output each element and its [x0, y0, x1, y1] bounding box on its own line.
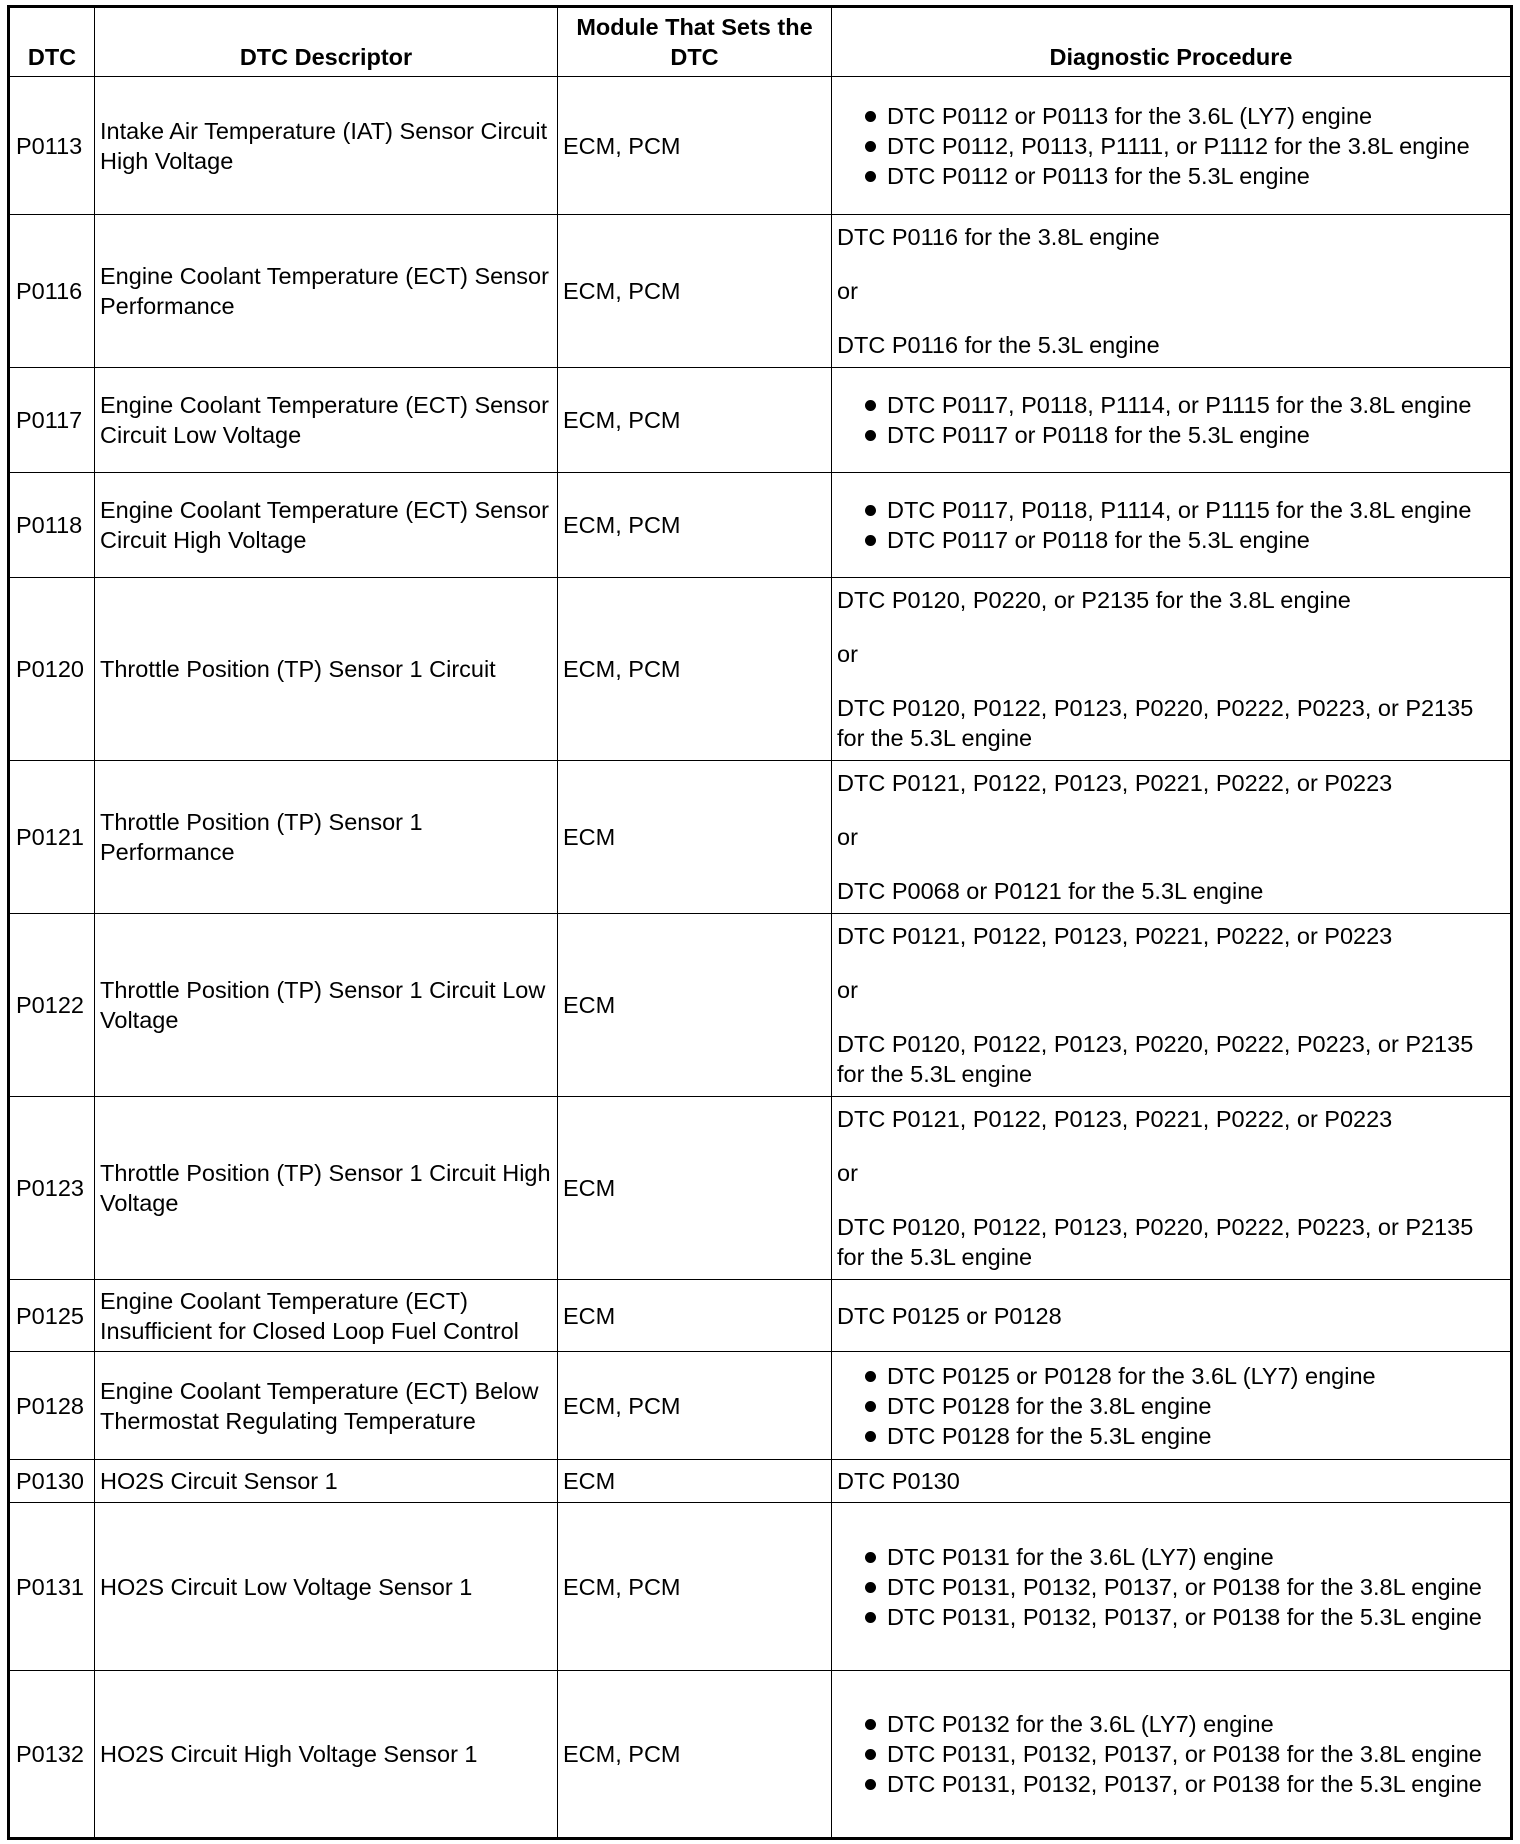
table-row — [9, 473, 1512, 578]
procedure-text — [837, 216, 1505, 366]
procedure-list-item: DTC P0128 for the 3.8L engine — [865, 1391, 1505, 1421]
dtc-descriptor-cell: Throttle Position (TP) Sensor 1 Circuit — [95, 578, 558, 761]
module-cell: ECM — [558, 1280, 832, 1352]
procedure-cell — [832, 473, 1512, 578]
procedure-list-item: DTC P0112 or P0113 for the 5.3L engine — [865, 161, 1505, 191]
dtc-code-cell: P0130 — [9, 1460, 95, 1503]
procedure-cell — [832, 77, 1512, 215]
table-row — [9, 1280, 1512, 1352]
procedure-cell — [832, 914, 1512, 1097]
dtc-descriptor-cell: HO2S Circuit Sensor 1 — [95, 1460, 558, 1503]
procedure-list-item: DTC P0131, P0132, P0137, or P0138 for the 5.3L engine — [865, 1769, 1505, 1799]
procedure-text — [837, 579, 1505, 759]
procedure-list — [837, 99, 1505, 193]
table-row — [9, 1503, 1512, 1671]
header-row — [9, 7, 1512, 77]
procedure-list-item: DTC P0131, P0132, P0137, or P0138 for the 3.8L engine — [865, 1739, 1505, 1769]
procedure-line: DTC P0120, P0220, or P2135 for the 3.8L engine — [837, 587, 1351, 613]
header-procedure: Diagnostic Procedure — [832, 7, 1512, 77]
dtc-descriptor-cell: HO2S Circuit High Voltage Sensor 1 — [95, 1671, 558, 1839]
procedure-list-item: DTC P0131, P0132, P0137, or P0138 for the 3.8L engine — [865, 1572, 1505, 1602]
dtc-descriptor-cell: Engine Coolant Temperature (ECT) Sensor Performance — [95, 215, 558, 368]
procedure-cell — [832, 1671, 1512, 1839]
table-row — [9, 77, 1512, 215]
dtc-code-cell: P0113 — [9, 77, 95, 215]
table-row — [9, 1097, 1512, 1280]
table-row — [9, 368, 1512, 473]
procedure-list-item: DTC P0132 for the 3.6L (LY7) engine — [865, 1709, 1505, 1739]
procedure-text — [837, 1098, 1505, 1278]
header-descriptor: DTC Descriptor — [95, 7, 558, 77]
table-row — [9, 761, 1512, 914]
module-cell: ECM, PCM — [558, 578, 832, 761]
procedure-list-item: DTC P0117, P0118, P1114, or P1115 for the 3.8L engine — [865, 495, 1505, 525]
table-body — [9, 77, 1512, 1839]
table-row — [9, 1460, 1512, 1503]
dtc-code-cell: P0132 — [9, 1671, 95, 1839]
procedure-line: DTC P0116 for the 3.8L engine — [837, 224, 1160, 250]
procedure-line: DTC P0121, P0122, P0123, P0221, P0222, or P0223 — [837, 770, 1393, 796]
procedure-cell — [832, 761, 1512, 914]
dtc-descriptor-cell: Throttle Position (TP) Sensor 1 Performance — [95, 761, 558, 914]
procedure-list-item: DTC P0117, P0118, P1114, or P1115 for the 3.8L engine — [865, 390, 1505, 420]
module-cell: ECM, PCM — [558, 215, 832, 368]
dtc-code-cell: P0131 — [9, 1503, 95, 1671]
procedure-list-item: DTC P0125 or P0128 for the 3.6L (LY7) engine — [865, 1361, 1505, 1391]
procedure-list-item: DTC P0117 or P0118 for the 5.3L engine — [865, 525, 1505, 555]
procedure-cell — [832, 215, 1512, 368]
module-cell: ECM — [558, 761, 832, 914]
procedure-cell — [832, 578, 1512, 761]
module-cell: ECM, PCM — [558, 473, 832, 578]
procedure-cell — [832, 1097, 1512, 1280]
module-cell: ECM — [558, 1097, 832, 1280]
module-cell: ECM, PCM — [558, 368, 832, 473]
procedure-list-item: DTC P0117 or P0118 for the 5.3L engine — [865, 420, 1505, 450]
table-row — [9, 215, 1512, 368]
procedure-or: or — [837, 278, 858, 304]
procedure-list-item: DTC P0128 for the 5.3L engine — [865, 1421, 1505, 1451]
procedure-list-item: DTC P0112 or P0113 for the 3.6L (LY7) engine — [865, 101, 1505, 131]
dtc-code-cell: P0125 — [9, 1280, 95, 1352]
procedure-list-item: DTC P0131, P0132, P0137, or P0138 for the 5.3L engine — [865, 1602, 1505, 1632]
procedure-text — [837, 1295, 1505, 1337]
dtc-descriptor-cell: Engine Coolant Temperature (ECT) Sensor Circuit Low Voltage — [95, 368, 558, 473]
procedure-list — [837, 388, 1505, 452]
procedure-cell — [832, 368, 1512, 473]
procedure-line: DTC P0125 or P0128 — [837, 1302, 1062, 1329]
procedure-line: DTC P0116 for the 5.3L engine — [837, 332, 1160, 358]
procedure-line: DTC P0130 — [837, 1468, 960, 1494]
dtc-descriptor-cell: Engine Coolant Temperature (ECT) Insufficient for Closed Loop Fuel Control — [95, 1280, 558, 1352]
module-cell: ECM — [558, 1460, 832, 1503]
dtc-code-cell: P0116 — [9, 215, 95, 368]
procedure-or: or — [837, 824, 858, 850]
dtc-code-cell: P0122 — [9, 914, 95, 1097]
module-cell: ECM, PCM — [558, 1503, 832, 1671]
procedure-text — [837, 762, 1505, 912]
procedure-list — [837, 1359, 1505, 1453]
table-row — [9, 1352, 1512, 1460]
table-row — [9, 914, 1512, 1097]
procedure-list — [837, 493, 1505, 557]
procedure-list-item: DTC P0112, P0113, P1111, or P1112 for the 3.8L engine — [865, 131, 1505, 161]
procedure-cell — [832, 1352, 1512, 1460]
dtc-descriptor-cell: HO2S Circuit Low Voltage Sensor 1 — [95, 1503, 558, 1671]
procedure-list-item: DTC P0131 for the 3.6L (LY7) engine — [865, 1542, 1505, 1572]
dtc-descriptor-cell: Engine Coolant Temperature (ECT) Sensor Circuit High Voltage — [95, 473, 558, 578]
procedure-cell — [832, 1460, 1512, 1503]
procedure-line: DTC P0121, P0122, P0123, P0221, P0222, or P0223 — [837, 923, 1393, 949]
module-cell: ECM, PCM — [558, 77, 832, 215]
procedure-text — [837, 1460, 1505, 1502]
dtc-descriptor-cell: Intake Air Temperature (IAT) Sensor Circuit High Voltage — [95, 77, 558, 215]
dtc-descriptor-cell: Throttle Position (TP) Sensor 1 Circuit Low Voltage — [95, 914, 558, 1097]
procedure-list — [837, 1707, 1505, 1801]
procedure-or: or — [837, 641, 858, 667]
procedure-text — [837, 915, 1505, 1095]
module-cell: ECM — [558, 914, 832, 1097]
procedure-list — [837, 1540, 1505, 1634]
dtc-code-cell: P0128 — [9, 1352, 95, 1460]
dtc-descriptor-cell: Throttle Position (TP) Sensor 1 Circuit High Voltage — [95, 1097, 558, 1280]
procedure-cell — [832, 1503, 1512, 1671]
dtc-code-cell: P0121 — [9, 761, 95, 914]
procedure-or: or — [837, 977, 858, 1003]
procedure-line: DTC P0120, P0122, P0123, P0220, P0222, P0223, or P2135 for the 5.3L engine — [837, 695, 1474, 751]
dtc-code-cell: P0123 — [9, 1097, 95, 1280]
procedure-cell — [832, 1280, 1512, 1352]
header-module: Module That Sets the DTC — [558, 7, 832, 77]
table-row — [9, 1671, 1512, 1839]
dtc-descriptor-cell: Engine Coolant Temperature (ECT) Below Thermostat Regulating Temperature — [95, 1352, 558, 1460]
module-cell: ECM, PCM — [558, 1671, 832, 1839]
dtc-code-cell: P0118 — [9, 473, 95, 578]
procedure-line: DTC P0068 or P0121 for the 5.3L engine — [837, 878, 1264, 904]
header-dtc: DTC — [9, 7, 95, 77]
dtc-table — [7, 5, 1513, 1840]
table-row — [9, 578, 1512, 761]
procedure-line: DTC P0120, P0122, P0123, P0220, P0222, P0223, or P2135 for the 5.3L engine — [837, 1031, 1474, 1087]
procedure-or: or — [837, 1160, 858, 1186]
dtc-code-cell: P0120 — [9, 578, 95, 761]
module-cell: ECM, PCM — [558, 1352, 832, 1460]
dtc-code-cell: P0117 — [9, 368, 95, 473]
procedure-line: DTC P0120, P0122, P0123, P0220, P0222, P0223, or P2135 for the 5.3L engine — [837, 1214, 1474, 1270]
procedure-line: DTC P0121, P0122, P0123, P0221, P0222, or P0223 — [837, 1106, 1393, 1132]
